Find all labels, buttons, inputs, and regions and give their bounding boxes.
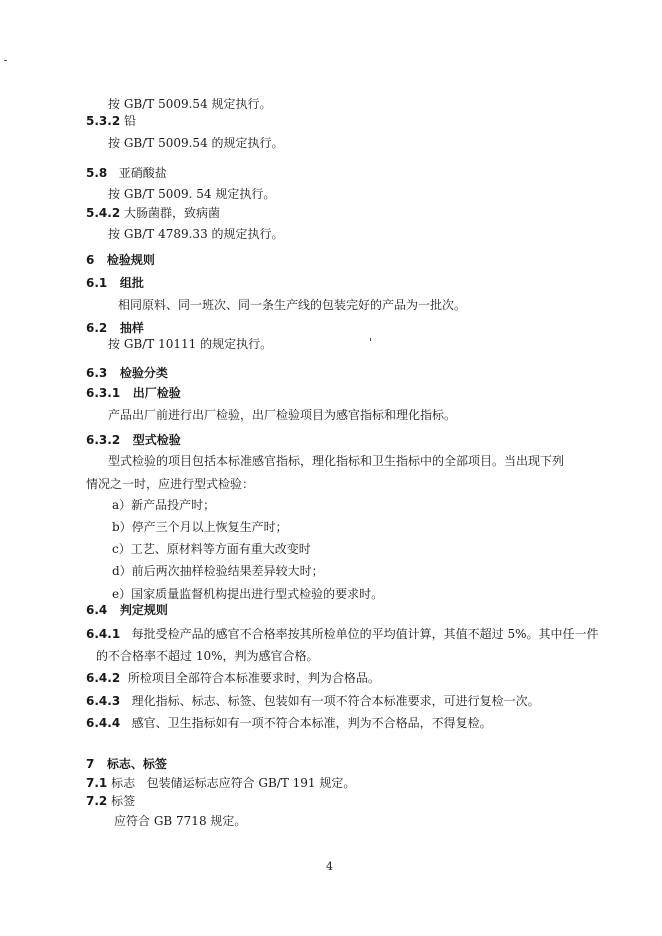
text-line: 的不合格率不超过 10%，判为感官合格。	[96, 649, 319, 663]
section-heading: 6 检验规则	[86, 253, 155, 267]
section-heading: 6.3 检验分类	[86, 366, 168, 380]
list-item: d）前后两次抽样检验结果差异较大时；	[112, 564, 324, 578]
list-item: c）工艺、原材料等方面有重大改变时	[112, 542, 311, 556]
text-line: 情况之一时，应进行型式检验：	[86, 477, 255, 491]
rule-clause: 6.4.3 理化指标、标志、标签、包装如有一项不符合本标准要求，可进行复检一次。	[86, 694, 540, 708]
list-item: e）国家质量监督机构提出进行型式检验的要求时。	[112, 587, 384, 601]
text-line: 应符合 GB 7718 规定。	[114, 814, 247, 828]
text-line: 相同原料、同一班次、同一条生产线的包装完好的产品为一批次。	[118, 298, 467, 312]
clause-heading: 7.1 标志 包装储运标志应符合 GB/T 191 规定。	[86, 776, 356, 790]
text-line: 按 GB/T 10111 的规定执行。	[108, 337, 273, 351]
page-number: 4	[326, 860, 333, 873]
clause-heading: 7.2 标签	[86, 794, 136, 808]
section-heading: 6.3.1 出厂检验	[86, 386, 181, 400]
text-line: 按 GB/T 5009.54 规定执行。	[108, 97, 272, 111]
clause-heading: 5.3.2 铅	[86, 114, 137, 128]
text-line: 按 GB/T 5009.54 的规定执行。	[108, 136, 284, 150]
text-line: 按 GB/T 5009. 54 规定执行。	[108, 187, 276, 201]
text-line: 型式检验的项目包括本标准感官指标，理化指标和卫生指标中的全部项目。当出现下列	[108, 454, 565, 468]
section-heading: 6.1 组批	[86, 276, 144, 290]
text-line: 按 GB/T 4789.33 的规定执行。	[108, 227, 284, 241]
rule-clause: 6.4.1 每批受检产品的感官不合格率按其所检单位的平均值计算，其值不超过 5%。其中任一件	[86, 627, 599, 641]
rule-clause: 6.4.4 感官、卫生指标如有一项不符合本标准，判为不合格品，不得复检。	[86, 716, 492, 730]
list-item: a）新产品投产时；	[112, 498, 216, 512]
section-heading: 7 标志、标签	[86, 757, 167, 771]
list-item: b）停产三个月以上恢复生产时；	[112, 520, 288, 534]
section-heading: 6.3.2 型式检验	[86, 433, 181, 447]
scan-mark	[370, 338, 371, 341]
section-heading: 6.4 判定规则	[86, 603, 168, 617]
section-heading: 6.2 抽样	[86, 321, 144, 335]
rule-clause: 6.4.2 所检项目全部符合本标准要求时，判为合格品。	[86, 671, 380, 685]
scan-mark	[4, 60, 7, 61]
clause-heading: 5.4.2 大肠菌群，致病菌	[86, 206, 221, 220]
text-line: 产品出厂前进行出厂检验，出厂检验项目为感官指标和理化指标。	[108, 408, 457, 422]
clause-heading: 5.8 亚硝酸盐	[86, 166, 167, 180]
